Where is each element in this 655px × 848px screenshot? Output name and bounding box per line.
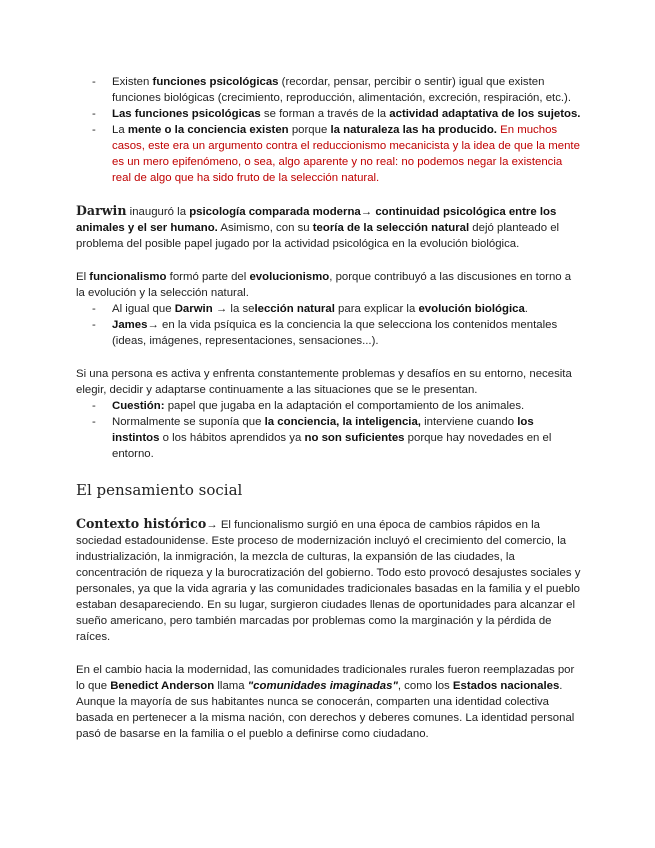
psych-functions-list [76, 74, 582, 186]
list-item: - Las funciones psicológicas se forman a través de la actividad adaptativa de los sujetos. [76, 106, 582, 122]
funcionalismo-list [76, 301, 582, 349]
list-item: - James→ en la vida psíquica es la conciencia la que selecciona los contenidos mentales (ideas, imágenes, representaciones, sensaciones...). [76, 317, 582, 349]
contexto-heading: Contexto histórico [76, 516, 207, 531]
persona-paragraph: Si una persona es activa y enfrenta constantemente problemas y desafíos en su entorno, necesita elegir, decidir y adaptarse continuamente a las situaciones que se le presentan. [76, 368, 572, 396]
red-note: En muchos casos, este era un argumento contra el reduccionismo mecanicista y la idea de que la mente es un mero epifenómeno, o sea, algo aparente y no real: no podemos negar la existencia real de algo que ha sido fruto de la selección natural. [112, 124, 580, 184]
document-page [76, 74, 582, 742]
darwin-paragraph: Darwin inauguró la psicología comparada moderna→ continuidad psicológica entre los animales y el ser humano. Asimismo, con su teoría de la selección natural dejó planteado el problema del posible papel jugado por la actividad psicológica en la evolución biológica. [76, 203, 560, 250]
darwin-heading: Darwin [76, 203, 127, 218]
list-item: - La mente o la conciencia existen porque la naturaleza las ha producido. En muchos casos, este era un argumento contra el reduccionismo mecanicista y la idea de que la mente es un mero epifenómeno, o sea, algo aparente y no real: no podemos negar la existencia real de algo que ha sido fruto de la selección natural. [76, 122, 582, 186]
list-item: - Al igual que Darwin → la selección natural para explicar la evolución biológica. [76, 301, 582, 317]
contexto-paragraph: Contexto histórico→ El funcionalismo surgió en una época de cambios rápidos en la sociedad estadounidense. Este proceso de modernización incluyó el crecimiento del comercio, la industrialización, la inmigración, la mezcla de culturas, la expansión de las ciudades, la concentración de riqueza y la burocratización del gobierno. Todo esto provocó desajustes sociales y personales, ya que la vida agraria y las comunidades tradicionales basadas en la familia y el pueblo estaban desapareciendo. En su lugar, surgieron ciudades llenas de oportunidades para alcanzar el sueño americano, pero también marcadas por problemas como la marginación y la pérdida de raíces. [76, 516, 581, 643]
list-item: - Cuestión: papel que jugaba en la adaptación el comportamiento de los animales. [76, 398, 582, 414]
funcionalismo-paragraph: El funcionalismo formó parte del evolucionismo, porque contribuyó a las discusiones en torno a la evolución y la selección natural. [76, 271, 572, 299]
section-title: El pensamiento social [76, 481, 243, 499]
modernidad-paragraph: En el cambio hacia la modernidad, las comunidades tradicionales rurales fueron reemplazadas por lo que Benedict Anderson llama "comunidades imaginadas", como los Estados nacionales. Aunque la mayoría de sus habitantes nunca se conocerán, comparten una identidad colectiva basada en pertenecer a la misma nación, con derechos y deberes comunes. La identidad personal pasó de basarse en la familia o el pueblo a definirse como ciudadano. [76, 664, 575, 740]
list-item: - Normalmente se suponía que la conciencia, la inteligencia, interviene cuando los instintos o los hábitos aprendidos ya no son suficientes porque hay novedades en el entorno. [76, 414, 582, 462]
persona-list [76, 398, 582, 462]
list-item: - Existen funciones psicológicas (recordar, pensar, percibir o sentir) igual que existen funciones biológicas (crecimiento, reproducción, alimentación, excreción, respiración, etc.). [76, 74, 582, 106]
